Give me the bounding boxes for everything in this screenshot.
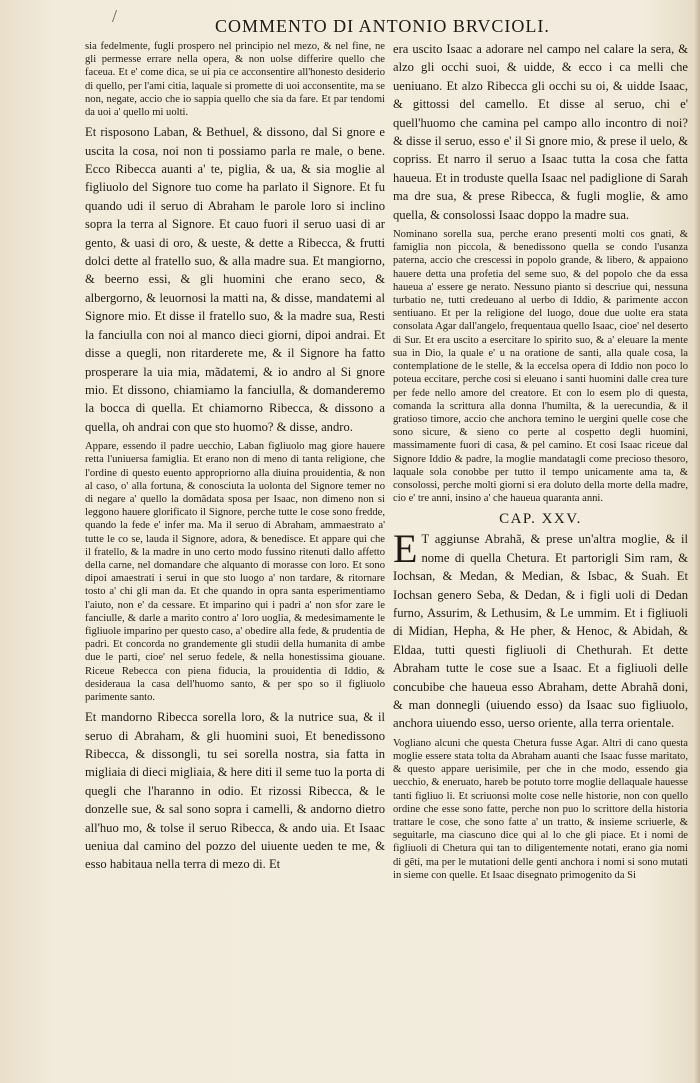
running-head: COMMENTO DI ANTONIO BRVCIOLI.	[215, 16, 550, 36]
scripture-paragraph-with-dropcap	[393, 526, 688, 732]
scripture-paragraph: Et risposono Laban, & Bethuel, & dissono, dal Si gnore e uscita la cosa, noi non ti possiamo parla re male, o bene. Ecco Ribecca auanti a' te, piglia, & ua, & sia moglie al figliuolo del Signore tuo come ha parlato il Signore. Et fu quando udi il seruo di Abraham le parole loro si inclino sopra la terra al Signore. Et cauo fuori il seruo uasi di ar gento, & uasi di oro, & ueste, & dette a Ribecca, & frutti dolci dette al fratello suo, & alla madre sua. Et mangiorno, & beerno essi, & gli huomini che erano seco, & albergorno, & leuornosi la matti na, & disse, mandatemi al Signore mio. Et disse il fratello suo, & la madre sua, Resti la fanciulla con noi al manco dieci giorni, dipoi andrai. Et disse a quegli, non ritarderete me, & il Signore ha fatto prosperare la uia mia, mãdatemi, & io andro al Si gnore mio. Et dissono, chiamiamo la fanciulla, & domanderemo la bocca di quella. Et chiamorno Ribecca, & dissono a quella, oh andrai con que sto huomo? & disse, andro.	[85, 125, 385, 434]
left-column	[85, 40, 385, 878]
commentary-paragraph: sia fedelmente, fugli prospero nel principio nel mezo, & nel fine, ne gli permesse errare nella opera, & non uolse differire quello che faceua. Et e' come dica, se ui pia ce acconsentire all'honesto desiderio di quello, per l'ami citia, laquale si promette di uoi acconsentite, ma se non, negate, accio che io sappia quello che sia da fare. Et par tendomi da uoi a' quello mi uolti.	[85, 41, 385, 119]
scripture-paragraph: Et mandorno Ribecca sorella loro, & la nutrice sua, & il seruo di Abraham, & gli huomini suoi, Et benedissono Ribecca, & dissongli, tu sei sorella nostra, sia fatta in migliaia di dieci migliaia, & here diti il seme tuo la porta di quegli che l'haranno in odio. Et rizossi Ribecca, & le donzelle sue, & sal sono sopra i camelli, & andorno dietro all'huo mo, & tolse il seruo Ribecca, & ando uia. Et Isaac ueniua dal camino del pozzo del uiuente ueden te me, & esso habitaua nella terra di mezo di. Et	[85, 710, 385, 872]
chapter-heading: CAP. XXV.	[499, 511, 582, 528]
commentary-paragraph: Nominano sorella sua, perche erano presenti molti cos gnati, & famiglia non piccola, & benedissono quella se condo l'usanza paterna, accio che crescessi in popolo grande, & libero, & appaiono hauere detta una profetia del seme suo, & del popolo che da essa haueua a' essere ge nerato. Nessuno pianto si descriue qui, nessuna turbatio ne, tutti credeuano al uerbo di Iddio, & parimente accon sentiuano. Et per la religione del luogo, doue due uolte era stata consolata Agar dall'angelo, frequentaua quello Isaac, cioe' nel deserto di Sur. Et era uscito a esercitare lo spirito suo, & a' eleuare la mente sua in Dio, la quale e' u na oratione de santi, alla quale cosa, la contemplatione de le stelle, & la eccelsa opera di Iddio non poco lo poteua eccitare, perche cosi si eleuano i santi huomini dalle crea ture per fede nello amore del creatore. Et con lo esem plo di questa, comanda la scrittura alla donna l'humilta, & la uerecundia, & il gratioso timore, accio che anchora temino le uergini quelle cose che sono sicure, & sieno co perte al cospetto degli huomini, massimamente fuori di casa, & pel camino. Et cosi Isaac riceue dal Signore Iddio & padre, la moglie mandatagli come precioso thesoro, laquale sola conobbe per tutto il tempo unicamente ama ta, & consolossi, perche molti giorni si era doluto della morte della madre, cio e' tre anni, insino a' che haueua quaranta anni.	[393, 229, 688, 505]
scripture-paragraph: era uscito Isaac a adorare nel campo nel calare la sera, & alzo gli occhi suoi, & uidde, & ecco i ca melli che ueniuano. Et alzo Ribecca gli occhi su oi, & uidde Isaac, & gittossi del camello. Et disse al seruo, chi e' quell'huomo che camina pel campo allo incontro di noi? & disse il seruo, esso e' il Si gnore mio, & prese il uelo, & copriss. Et narro il seruo a Isaac tutta la cosa che fatta haueua. Et in troduste quella Isaac nel padiglione di Sarah ma dre sua, & prese Ribecca, & fugli moglie, & amo quella, & consolossi Isaac doppo la madre sua.	[393, 42, 688, 222]
page-mark: /	[112, 6, 118, 26]
commentary-paragraph: Appare, essendo il padre uecchio, Laban figliuolo mag giore hauere retta l'uniuersa famiglia. Et erano non di meno di tanta religione, che l'ordine di questo euento appropriorno alla diuina prouidentia, & non al caso, o' alla fortuna, & conosciuta la uolonta del Signore temer no di negare a' quello la domãdata sposa per Isaac, non dimeno non si leggono hauere glorificato il Signore, perche tutte le cose sono fredde, quando la fede e' infer ma. Ma il seruo di Abraham, ammaestrato a' tutte le co se, lauda il Signore, adora, & benedisce. Et appare qui che il fratello, & la madre in uno certo modo fussino ritenuti dallo affetto della carne, nel domandare che alquanto di morasse con loro. Et sono dipoi amaestrati i serui in que sto luogo a' non tardare, & ritornare tosto a' chi gli man da. Et che quando in opra santa esperimentiamo l'aiuto, non e' da cessare. Et imparino qui i padri a' non sfor zare le fanciulle, & darle a marito contro a' loro uoglia, & medesimamente le figliuole imparino per questo caso, a' obedire alla fede, & prudentia de padri. Et concorda no grandemente gli studii della humanita di ambe due le parti, cioe' nel seruo fedele, & nella honestissima giouane. Riceue Rebecca con piena fiducia, la prouidentia di Iddio, & desideraua la casa dell'huomo santo, & per spo so il figliuolo parimente santo.	[85, 441, 385, 703]
page-edge-shadow	[694, 0, 700, 1083]
right-column	[393, 40, 688, 886]
drop-cap-letter: E	[393, 526, 418, 572]
scripture-text: T aggiunse Abrahã, & prese un'altra moglie, & il nome di quella Chetura. Et partorigli Sim ram, & Iochsan, & Medan, & Median, & Isbac, & Suah. Et Iochsan genero Seba, & Dedan, & i figli uoli di Dedan furno, Assurim, & Lethusim, & Le ummim. Et i figliuoli di Midian, Hepha, & He pher, & Henoc, & Abidah, & Eldaa, tutti questi figliuoli di Chethurah. Et dette Abraham tutte le cose sue a Isaac. Et a figliuoli delle concubibe che haueua esso Abraham, dette Abrahã doni, & man donnegli (uiuendo esso) da Isaac suo figliuolo, anchora uiuendo esso, uerso oriente, alla terra orientale.	[393, 532, 688, 731]
commentary-paragraph: Vogliano alcuni che questa Chetura fusse Agar. Altri di cano questa moglie essere stata tolta da Abraham auanti che Isaac fusse maritato, & questo appare uerisimile, per che in che modo, essendo gia uecchio, & eneruato, hareb be potuto torre moglie dellaquale hauesse tanti figliuo li. Et scriuonsi molte cose nelle historie, non con quello ordine che esse sono fatte, perche non puo lo scrittore della historia trattare le cose, che sono fatte a' un tratto, & insieme scriuerle, & seguitarle, ma ciascuno dice qui al lo che gli piace. Et i nomi de figliuoli di Chetura qui tan to diligentemente notati, erano gia nomi di gẽti, ma per le mutationi delle genti anchora i nomi si sono mutati in sieme con quelle. Et Isaac disegnato primogenito da Si	[393, 737, 688, 881]
